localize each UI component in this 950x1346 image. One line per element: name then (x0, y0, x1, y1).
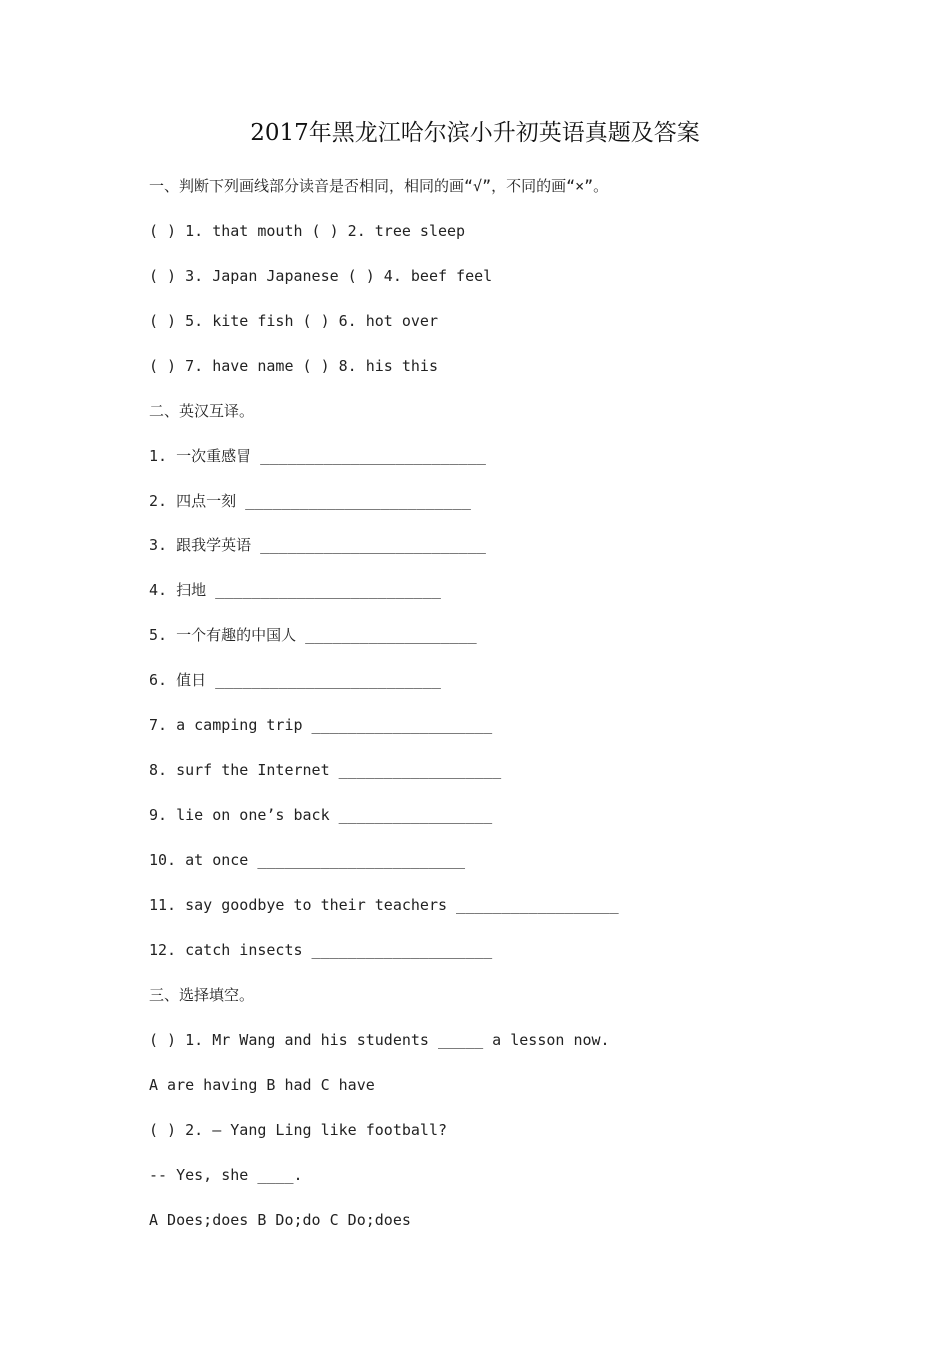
translation-item: 1. 一次重感冒 _________________________ (149, 447, 486, 465)
question-line: ( ) 1. that mouth ( ) 2. tree sleep (149, 222, 466, 240)
question-line: ( ) 5. kite fish ( ) 6. hot over (149, 312, 438, 330)
translation-item: 9. lie on one’s back _________________ (149, 806, 493, 824)
translation-item: 7. a camping trip ____________________ (149, 716, 493, 734)
choice-options: A are having B had C have (149, 1076, 375, 1094)
translation-item: 8. surf the Internet __________________ (149, 761, 502, 779)
question-line: ( ) 3. Japan Japanese ( ) 4. beef feel (149, 267, 493, 285)
document-title: 2017年黑龙江哈尔滨小升初英语真题及答案 (250, 120, 700, 146)
section-2-heading: 二、英汉互译。 (149, 402, 255, 420)
section-1-heading: 一、判断下列画线部分读音是否相同，相同的画“√”，不同的画“×”。 (149, 177, 609, 195)
choice-question: ( ) 1. Mr Wang and his students _____ a lesson now. (149, 1031, 610, 1049)
translation-item: 4. 扫地 _________________________ (149, 581, 441, 599)
choice-question: ( ) 2. – Yang Ling like football? (149, 1121, 448, 1139)
translation-item: 12. catch insects ____________________ (149, 941, 493, 959)
question-line: ( ) 7. have name ( ) 8. his this (149, 357, 438, 375)
translation-item: 5. 一个有趣的中国人 ___________________ (149, 626, 477, 644)
translation-item: 10. at once _______________________ (149, 851, 466, 869)
section-3-heading: 三、选择填空。 (149, 986, 255, 1004)
translation-item: 6. 值日 _________________________ (149, 671, 441, 689)
translation-item: 2. 四点一刻 _________________________ (149, 492, 471, 510)
choice-question-line: -- Yes, she ____. (149, 1166, 303, 1184)
translation-item: 3. 跟我学英语 _________________________ (149, 536, 486, 554)
choice-options: A Does;does B Do;do C Do;does (149, 1211, 411, 1229)
translation-item: 11. say goodbye to their teachers __________________ (149, 896, 619, 914)
